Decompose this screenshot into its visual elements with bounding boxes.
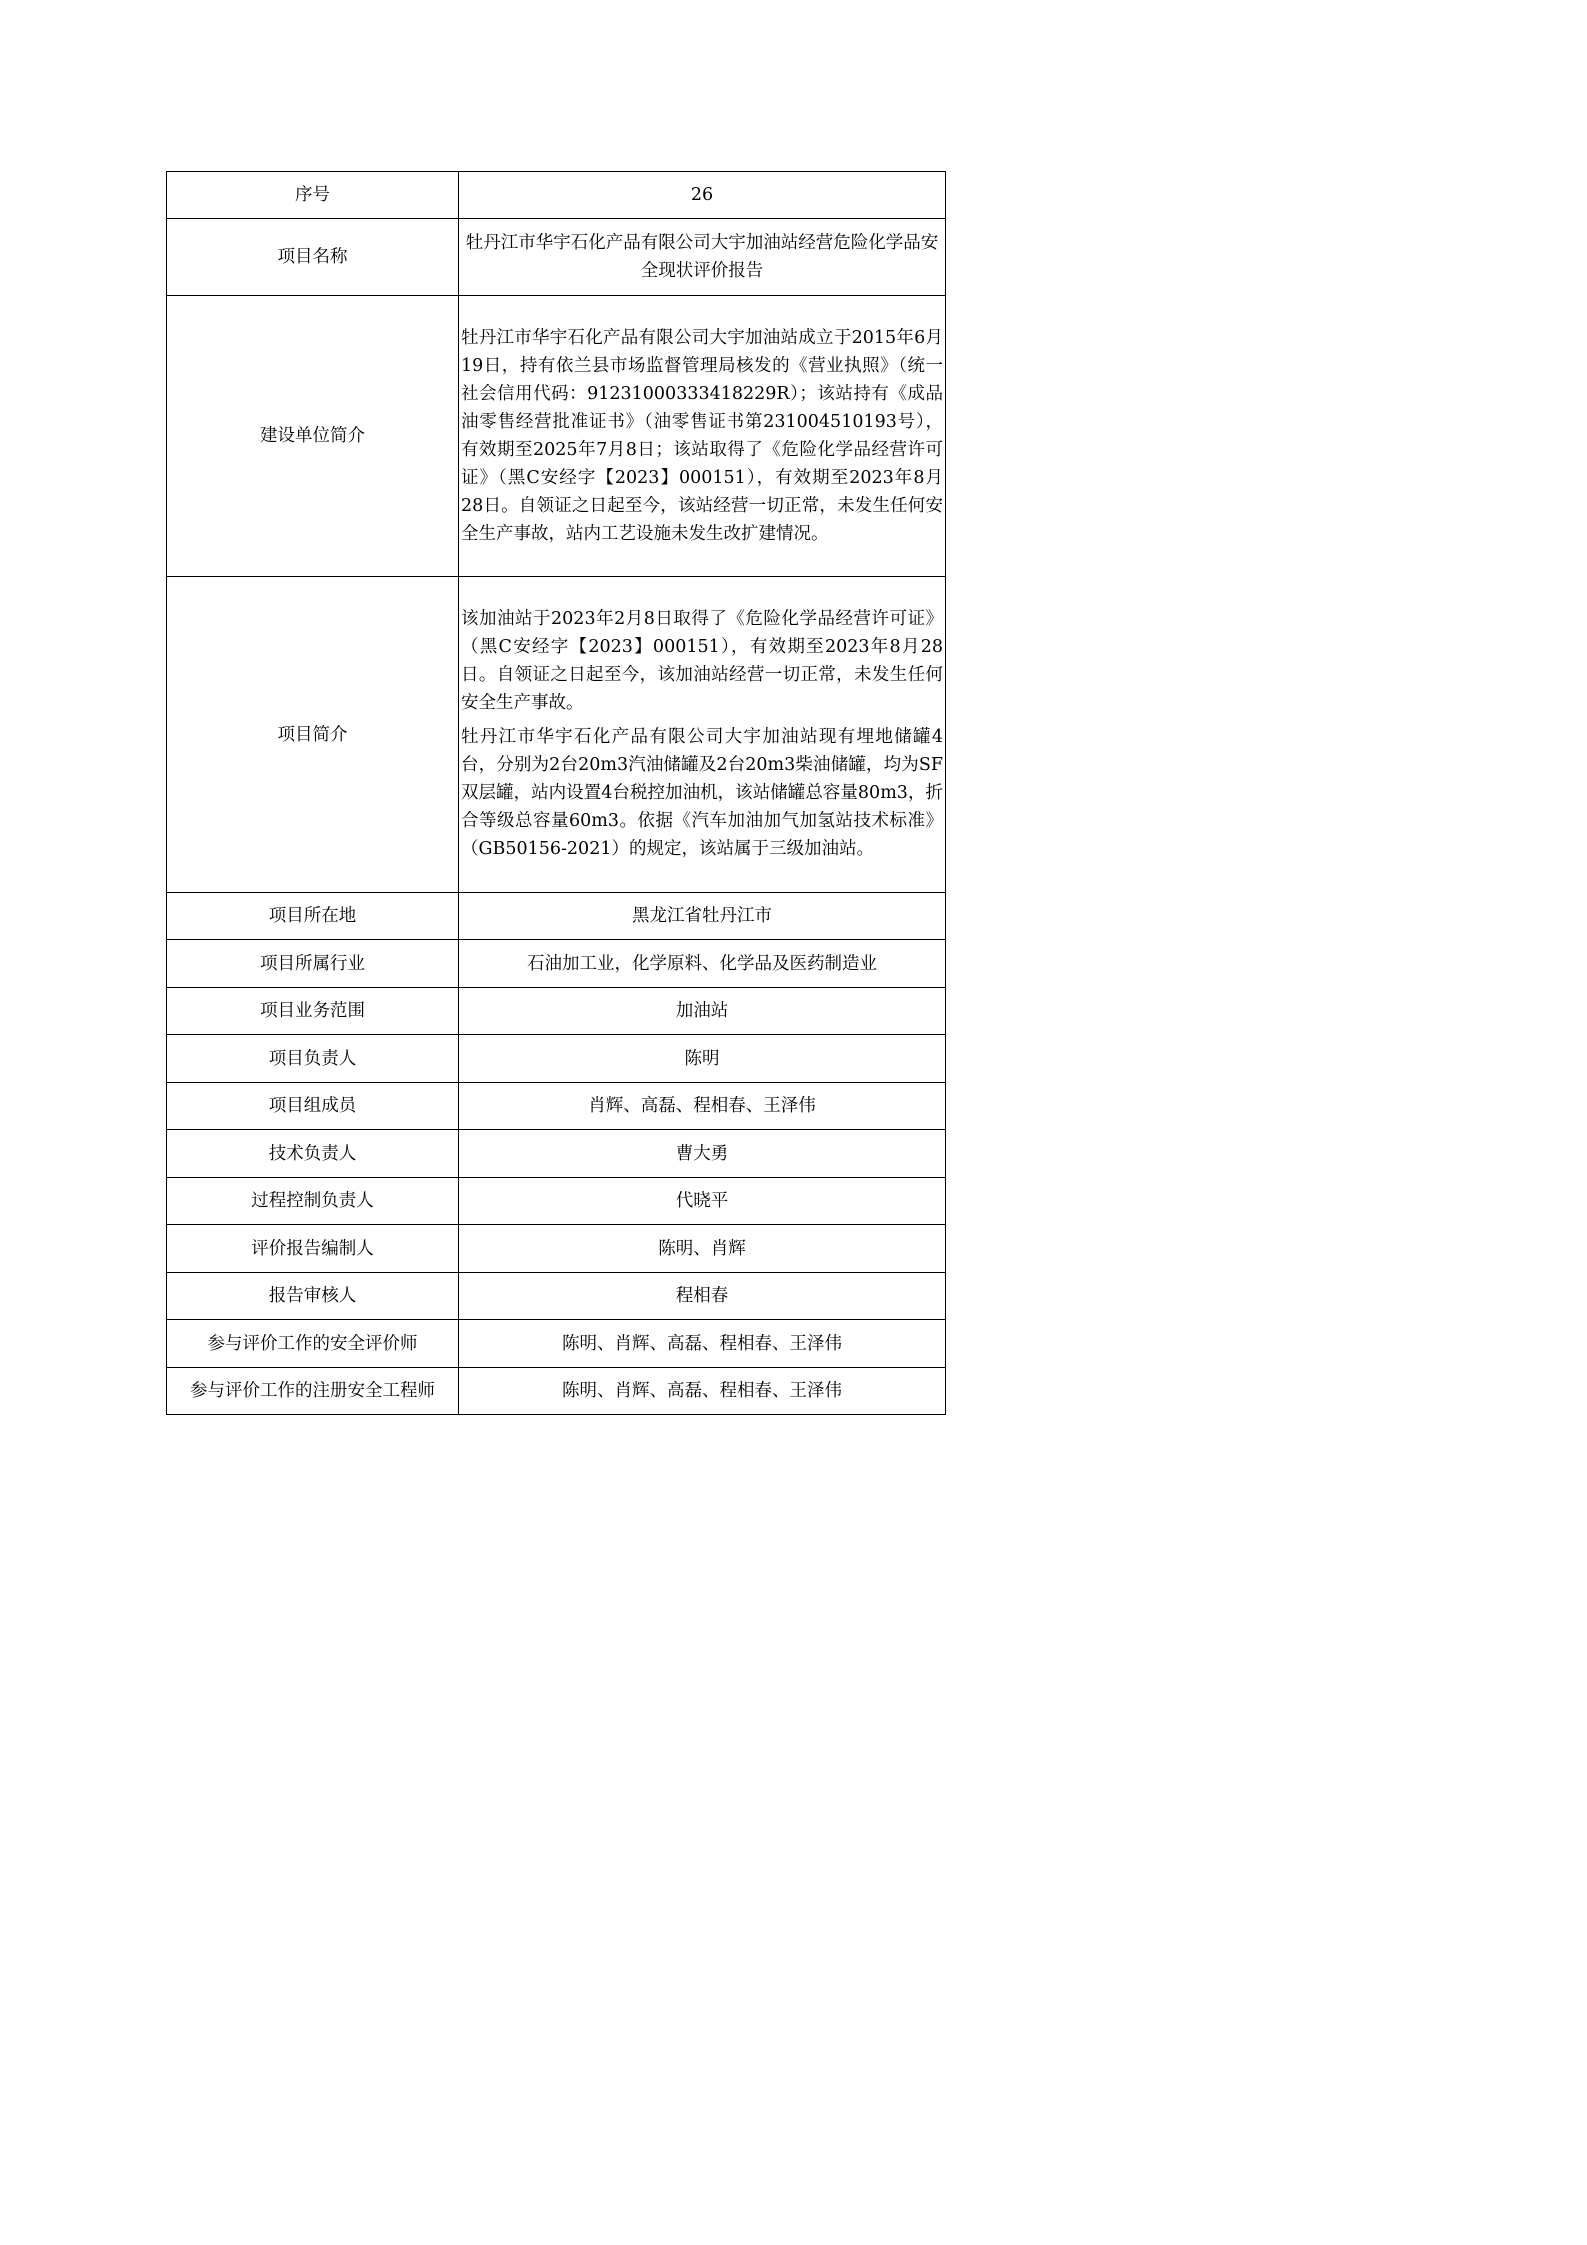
process-control-value: 代晓平 bbox=[459, 1178, 946, 1225]
table-row-location bbox=[167, 893, 946, 940]
tech-leader-label: 技术负责人 bbox=[167, 1130, 459, 1178]
table-row-report-reviewer bbox=[167, 1273, 946, 1320]
project-leader-label: 项目负责人 bbox=[167, 1035, 459, 1083]
industry-label: 项目所属行业 bbox=[167, 940, 459, 988]
safety-assessors-value: 陈明、肖辉、高磊、程相春、王泽伟 bbox=[459, 1320, 946, 1368]
business-scope-value: 加油站 bbox=[459, 988, 946, 1035]
table-row-tech-leader bbox=[167, 1130, 946, 1178]
report-author-value: 陈明、肖辉 bbox=[459, 1225, 946, 1273]
industry-value: 石油加工业，化学原料、化学品及医药制造业 bbox=[459, 940, 946, 988]
process-control-label: 过程控制负责人 bbox=[167, 1178, 459, 1225]
unit-intro-value bbox=[459, 296, 946, 577]
unit-intro-label: 建设单位简介 bbox=[167, 296, 459, 577]
table-row-project-leader bbox=[167, 1035, 946, 1083]
project-intro-label: 项目简介 bbox=[167, 577, 459, 893]
project-intro-value bbox=[459, 577, 946, 893]
table-row-report-author bbox=[167, 1225, 946, 1273]
safety-engineers-value: 陈明、肖辉、高磊、程相春、王泽伟 bbox=[459, 1368, 946, 1415]
report-reviewer-label: 报告审核人 bbox=[167, 1273, 459, 1320]
team-members-label: 项目组成员 bbox=[167, 1083, 459, 1130]
team-members-value: 肖辉、高磊、程相春、王泽伟 bbox=[459, 1083, 946, 1130]
table-row-process-control bbox=[167, 1178, 946, 1225]
table-row-project-intro bbox=[167, 577, 946, 893]
serial-label: 序号 bbox=[167, 172, 459, 219]
safety-engineers-label: 参与评价工作的注册安全工程师 bbox=[167, 1368, 459, 1415]
report-reviewer-value: 程相春 bbox=[459, 1273, 946, 1320]
table-row-team-members bbox=[167, 1083, 946, 1130]
business-scope-label: 项目业务范围 bbox=[167, 988, 459, 1035]
report-author-label: 评价报告编制人 bbox=[167, 1225, 459, 1273]
table-row-serial bbox=[167, 172, 946, 219]
location-label: 项目所在地 bbox=[167, 893, 459, 940]
project-intro-paragraph-1: 该加油站于2023年2月8日取得了《危险化学品经营许可证》（黑C安经字【2023】000151），有效期至2023年8月28日。自领证之日起至今，该加油站经营一切正常，未发生任何安全生产事故。 bbox=[461, 609, 943, 713]
tech-leader-value: 曹大勇 bbox=[459, 1130, 946, 1178]
project-intro-paragraph-2: 牡丹江市华宇石化产品有限公司大宇加油站现有埋地储罐4台，分别为2台20m3汽油储罐及2台20m3柴油储罐，均为SF双层罐，站内设置4台税控加油机，该站储罐总容量80m3，折合等级总容量60m3。依据《汽车加油加气加氢站技术标准》（GB50156-2021）的规定，该站属于三级加油站。 bbox=[461, 727, 943, 859]
project-info-table bbox=[166, 171, 946, 1415]
safety-assessors-label: 参与评价工作的安全评价师 bbox=[167, 1320, 459, 1368]
table-row-industry bbox=[167, 940, 946, 988]
table-row-project-name bbox=[167, 219, 946, 296]
table-row-safety-engineers bbox=[167, 1368, 946, 1415]
serial-value: 26 bbox=[459, 172, 946, 219]
table-row-safety-assessors bbox=[167, 1320, 946, 1368]
location-value: 黑龙江省牡丹江市 bbox=[459, 893, 946, 940]
project-name-value: 牡丹江市华宇石化产品有限公司大宇加油站经营危险化学品安全现状评价报告 bbox=[459, 219, 946, 296]
project-leader-value: 陈明 bbox=[459, 1035, 946, 1083]
table-row-unit-intro bbox=[167, 296, 946, 577]
project-name-label: 项目名称 bbox=[167, 219, 459, 296]
table-row-business-scope bbox=[167, 988, 946, 1035]
unit-intro-paragraph: 牡丹江市华宇石化产品有限公司大宇加油站成立于2015年6月19日，持有依兰县市场监督管理局核发的《营业执照》（统一社会信用代码：91231000333418229R）；该站持有《成品油零售经营批准证书》（油零售证书第231004510193号），有效期至2025年7月8日；该站取得了《危险化学品经营许可证》（黑C安经字【2023】000151），有效期至2023年8月28日。自领证之日起至今，该站经营一切正常，未发生任何安全生产事故，站内工艺设施未发生改扩建情况。 bbox=[461, 327, 943, 544]
